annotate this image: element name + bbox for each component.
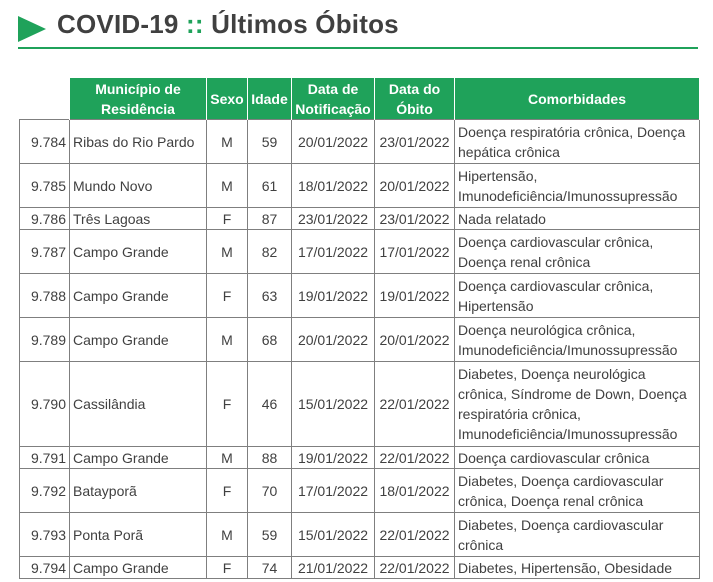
cell-notificacao: 19/01/2022: [292, 274, 375, 318]
cell-notificacao: 21/01/2022: [292, 557, 375, 579]
cell-obito: 22/01/2022: [375, 447, 455, 469]
cell-notificacao: 18/01/2022: [292, 164, 375, 208]
cell-sexo: F: [207, 469, 248, 513]
cell-notificacao: 23/01/2022: [292, 208, 375, 230]
cell-municipio: Campo Grande: [70, 557, 207, 579]
cell-obito: 20/01/2022: [375, 164, 455, 208]
cell-comorbidades: Nada relatado: [455, 208, 700, 230]
cell-comorbidades: Doença cardiovascular crônica, Doença renal crônica: [455, 230, 700, 274]
cell-obito: 20/01/2022: [375, 318, 455, 362]
cell-sexo: M: [207, 164, 248, 208]
row-number: 9.788: [20, 274, 70, 318]
table-row: [20, 318, 700, 362]
cell-obito: 23/01/2022: [375, 208, 455, 230]
row-number: 9.793: [20, 513, 70, 557]
cell-comorbidades: Diabetes, Doença neurológica crônica, Síndrome de Down, Doença respiratória crônica, Imunodeficiência/Imunossupressão: [455, 362, 700, 447]
title-main: COVID-19: [57, 9, 179, 39]
table-row: [20, 274, 700, 318]
cell-sexo: M: [207, 120, 248, 164]
row-number: 9.794: [20, 557, 70, 579]
cell-obito: 22/01/2022: [375, 513, 455, 557]
play-triangle-icon: [18, 16, 46, 42]
cell-obito: 22/01/2022: [375, 362, 455, 447]
header-comorbidades: Comorbidades: [455, 78, 700, 120]
cell-municipio: Mundo Novo: [70, 164, 207, 208]
cell-municipio: Campo Grande: [70, 318, 207, 362]
cell-obito: 17/01/2022: [375, 230, 455, 274]
header-obito: Data do Óbito: [375, 78, 455, 120]
cell-idade: 74: [248, 557, 292, 579]
cell-comorbidades: Diabetes, Hipertensão, Obesidade: [455, 557, 700, 579]
header-rule: [18, 47, 698, 49]
cell-comorbidades: Doença cardiovascular crônica, Hipertensão: [455, 274, 700, 318]
table-row: [20, 513, 700, 557]
cell-idade: 88: [248, 447, 292, 469]
cell-obito: 18/01/2022: [375, 469, 455, 513]
row-number: 9.789: [20, 318, 70, 362]
row-number: 9.785: [20, 164, 70, 208]
cell-sexo: M: [207, 318, 248, 362]
header-idade: Idade: [248, 78, 292, 120]
table-row: [20, 469, 700, 513]
cell-idade: 59: [248, 513, 292, 557]
table-header-row: [20, 78, 700, 120]
title-sub: Últimos Óbitos: [211, 9, 399, 39]
cell-idade: 46: [248, 362, 292, 447]
cell-comorbidades: Hipertensão, Imunodeficiência/Imunossupressão: [455, 164, 700, 208]
title-separator: ::: [185, 9, 204, 39]
cell-idade: 82: [248, 230, 292, 274]
row-number: 9.787: [20, 230, 70, 274]
cell-comorbidades: Diabetes, Doença cardiovascular crônica, Doença renal crônica: [455, 469, 700, 513]
cell-notificacao: 15/01/2022: [292, 362, 375, 447]
page-header: [18, 6, 698, 48]
header-sexo: Sexo: [207, 78, 248, 120]
cell-municipio: Campo Grande: [70, 230, 207, 274]
row-number: 9.786: [20, 208, 70, 230]
cell-comorbidades: Doença cardiovascular crônica: [455, 447, 700, 469]
cell-notificacao: 17/01/2022: [292, 469, 375, 513]
row-number: 9.784: [20, 120, 70, 164]
cell-municipio: Campo Grande: [70, 274, 207, 318]
table-row: [20, 362, 700, 447]
cell-sexo: M: [207, 513, 248, 557]
cell-idade: 68: [248, 318, 292, 362]
cell-idade: 61: [248, 164, 292, 208]
cell-municipio: Batayporã: [70, 469, 207, 513]
cell-idade: 59: [248, 120, 292, 164]
cell-idade: 70: [248, 469, 292, 513]
cell-municipio: Campo Grande: [70, 447, 207, 469]
cell-sexo: F: [207, 274, 248, 318]
cell-municipio: Cassilândia: [70, 362, 207, 447]
cell-notificacao: 15/01/2022: [292, 513, 375, 557]
cell-notificacao: 17/01/2022: [292, 230, 375, 274]
cell-notificacao: 20/01/2022: [292, 120, 375, 164]
cell-obito: 22/01/2022: [375, 557, 455, 579]
table-row: [20, 230, 700, 274]
header-index: [20, 78, 70, 120]
header-municipio: Município de Residência: [70, 78, 207, 120]
cell-notificacao: 20/01/2022: [292, 318, 375, 362]
cell-comorbidades: Doença respiratória crônica, Doença hepática crônica: [455, 120, 700, 164]
cell-sexo: F: [207, 557, 248, 579]
table-row: [20, 208, 700, 230]
table-row: [20, 557, 700, 579]
cell-sexo: F: [207, 208, 248, 230]
page-title: [57, 9, 399, 40]
cell-municipio: Três Lagoas: [70, 208, 207, 230]
cell-obito: 23/01/2022: [375, 120, 455, 164]
table-row: [20, 120, 700, 164]
table-row: [20, 164, 700, 208]
cell-notificacao: 19/01/2022: [292, 447, 375, 469]
cell-municipio: Ribas do Rio Pardo: [70, 120, 207, 164]
deaths-table: [19, 78, 700, 579]
cell-idade: 63: [248, 274, 292, 318]
cell-comorbidades: Doença neurológica crônica, Imunodeficiência/Imunossupressão: [455, 318, 700, 362]
cell-comorbidades: Diabetes, Doença cardiovascular crônica: [455, 513, 700, 557]
table-row: [20, 447, 700, 469]
cell-sexo: F: [207, 362, 248, 447]
row-number: 9.790: [20, 362, 70, 447]
header-notificacao: Data de Notificação: [292, 78, 375, 120]
cell-sexo: M: [207, 230, 248, 274]
cell-obito: 19/01/2022: [375, 274, 455, 318]
cell-idade: 87: [248, 208, 292, 230]
cell-sexo: M: [207, 447, 248, 469]
row-number: 9.791: [20, 447, 70, 469]
row-number: 9.792: [20, 469, 70, 513]
cell-municipio: Ponta Porã: [70, 513, 207, 557]
